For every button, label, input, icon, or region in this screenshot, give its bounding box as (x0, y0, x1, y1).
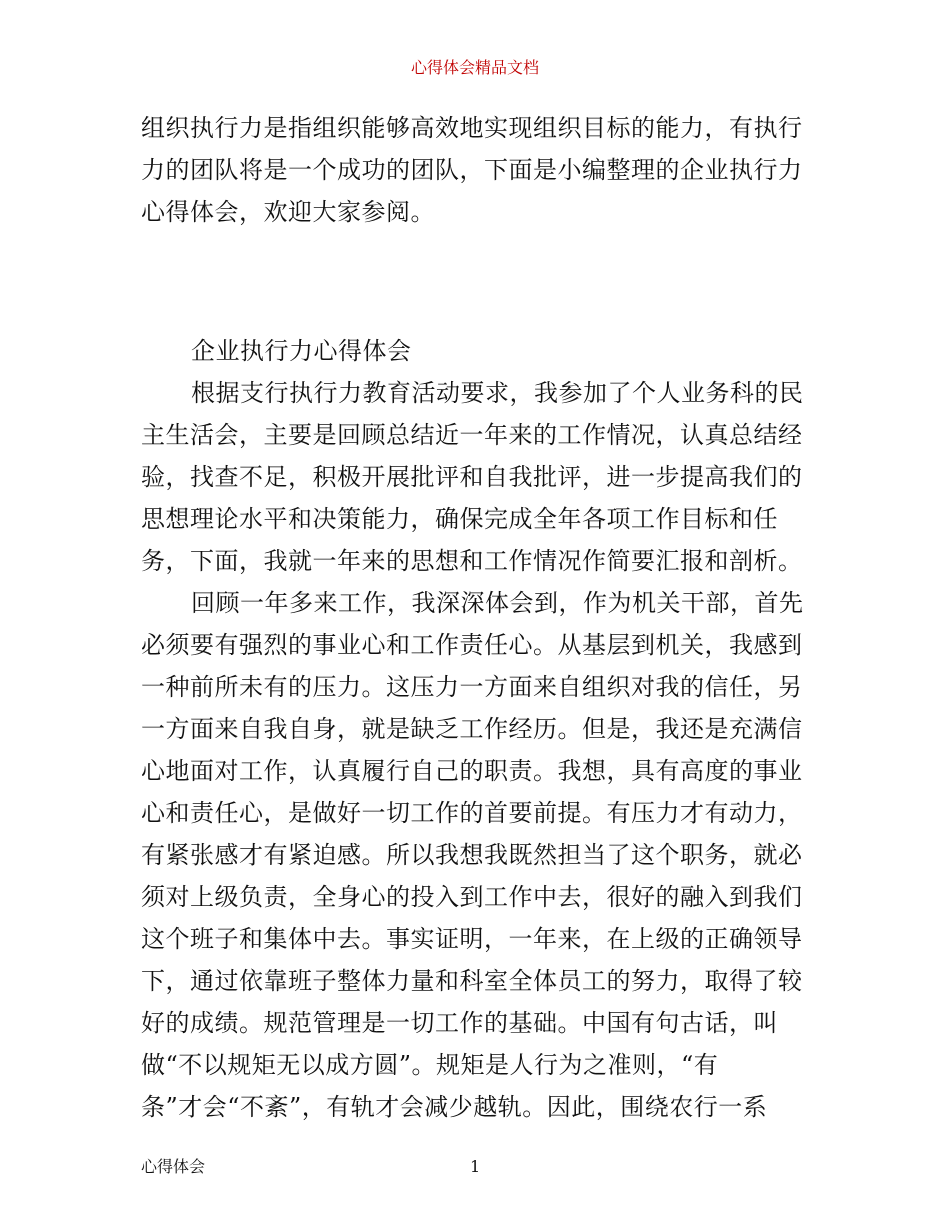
intro-paragraph (141, 107, 811, 233)
paragraph-2 (141, 582, 811, 1128)
paragraph-line: 思想理论水平和决策能力，确保完成全年各项工作目标和任 (141, 505, 778, 533)
paragraph-line: 这个班子和集体中去。事实证明，一年来，在上级的正确领导 (141, 925, 803, 953)
paragraph-line: 主生活会，主要是回顾总结近一年来的工作情况，认真总结经 (141, 421, 803, 449)
paragraph-line: 务，下面，我就一年来的思想和工作情况作简要汇报和剖析。 (141, 547, 803, 575)
intro-line: 组织执行力是指组织能够高效地实现组织目标的能力，有执行 (141, 114, 803, 142)
paragraph-line: 验，找查不足，积极开展批评和自我批评，进一步提高我们的 (141, 463, 803, 491)
paragraph-line: 条”才会“不紊”，有轨才会减少越轨。因此，围绕农行一系 (141, 1093, 768, 1121)
intro-line: 心得体会，欢迎大家参阅。 (141, 198, 435, 226)
paragraph-line: 心和责任心，是做好一切工作的首要前提。有压力才有动力， (141, 799, 803, 827)
paragraph-line: 心地面对工作，认真履行自己的职责。我想，具有高度的事业 (141, 757, 803, 785)
page-header: 心得体会精品文档 (410, 58, 539, 77)
paragraph-line: 一方面来自我自身，就是缺乏工作经历。但是，我还是充满信 (141, 715, 803, 743)
paragraph-line: 一种前所未有的压力。这压力一方面来自组织对我的信任，另 (141, 673, 803, 701)
paragraph-line: 有紧张感才有紧迫感。所以我想我既然担当了这个职务，就必 (141, 841, 803, 869)
paragraph-line: 做“不以规矩无以成方圆”。规矩是人行为之准则，“有 (141, 1051, 719, 1079)
footer-label: 心得体会 (141, 1157, 206, 1176)
paragraph-line: 须对上级负责，全身心的投入到工作中去，很好的融入到我们 (141, 883, 803, 911)
page-number: 1 (470, 1157, 481, 1176)
intro-line: 力的团队将是一个成功的团队，下面是小编整理的企业执行力 (141, 156, 803, 184)
paragraph-line: 根据支行执行力教育活动要求，我参加了个人业务科的民 (191, 379, 804, 407)
document-body (141, 107, 811, 1128)
section-heading: 企业执行力心得体会 (191, 337, 412, 365)
paragraph-line: 回顾一年多来工作，我深深体会到，作为机关干部，首先 (191, 589, 804, 617)
paragraph-1 (141, 372, 811, 582)
paragraph-line: 下，通过依靠班子整体力量和科室全体员工的努力，取得了较 (141, 967, 803, 995)
paragraph-line: 好的成绩。规范管理是一切工作的基础。中国有句古话，叫 (141, 1009, 778, 1037)
paragraph-line: 必须要有强烈的事业心和工作责任心。从基层到机关，我感到 (141, 631, 803, 659)
paragraph-gap (141, 233, 811, 330)
